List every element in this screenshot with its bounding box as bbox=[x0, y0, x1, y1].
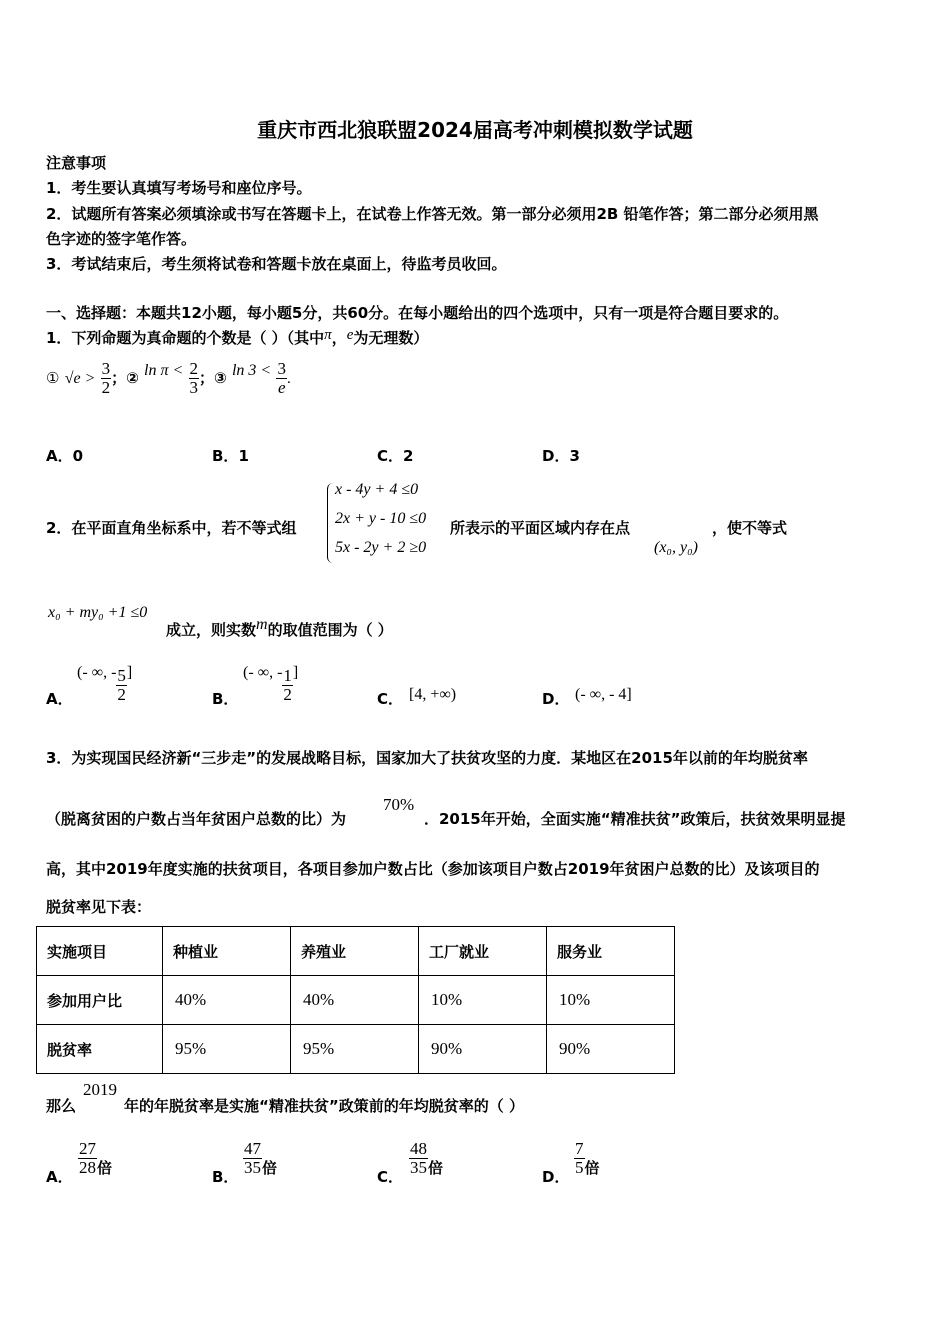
table-row bbox=[37, 976, 675, 1025]
inequality-3: 5x - 2y + 2 ≥0 bbox=[335, 539, 427, 556]
question-1-propositions bbox=[46, 360, 291, 397]
option-c[interactable]: C．2 bbox=[377, 447, 414, 465]
question-2-stem-d: 成立，则实数m的取值范围为（ ） bbox=[166, 616, 393, 639]
option-b[interactable]: B．1 bbox=[212, 447, 249, 465]
prop-2-expr: ln π < bbox=[144, 362, 184, 379]
separator: ；③ bbox=[199, 369, 227, 387]
question-3-line: 3．为实现国民经济新“三步走”的发展战略目标，国家加大了扶贫攻坚的力度．某地区在2015年以前的年均脱贫率 bbox=[46, 749, 808, 767]
option-b-value[interactable]: $\frac{47}{35}$ 倍 bbox=[244, 1139, 278, 1177]
notice-item: 1．考生要认真填写考场号和座位序号。 bbox=[46, 179, 312, 197]
table-cell: 95% bbox=[291, 1025, 419, 1074]
table-cell: 脱贫率 bbox=[37, 1025, 163, 1074]
table-header-cell: 养殖业 bbox=[291, 927, 419, 976]
option-b-label[interactable]: B． bbox=[212, 690, 239, 708]
option-a-label[interactable]: A． bbox=[46, 1168, 73, 1186]
period: . bbox=[286, 371, 291, 387]
table-cell: 10% bbox=[547, 976, 675, 1025]
table-header-row bbox=[37, 927, 675, 976]
option-a-label[interactable]: A． bbox=[46, 690, 73, 708]
table-cell: 95% bbox=[163, 1025, 291, 1074]
question-3-line: （脱离贫困的户数占当年贫困户总数的比）为 bbox=[46, 810, 347, 828]
year-value: 2019 bbox=[83, 1080, 117, 1099]
stem-text: 1．下列命题为真命题的个数是（ ）（其中 bbox=[46, 329, 325, 347]
option-d-label[interactable]: D． bbox=[542, 690, 570, 708]
question-3-line: 脱贫率见下表： bbox=[46, 898, 152, 916]
question-3-ask: 那么 bbox=[46, 1097, 77, 1115]
prop-1-expr: √e > bbox=[64, 370, 96, 387]
notice-item: 色字迹的签字笔作答。 bbox=[46, 230, 197, 248]
option-d-value[interactable]: $\frac{7}{5}$ 倍 bbox=[575, 1139, 600, 1177]
stem-text: 为无理数） bbox=[353, 329, 429, 347]
table-cell: 40% bbox=[163, 976, 291, 1025]
option-b-label[interactable]: B． bbox=[212, 1168, 239, 1186]
notice-heading: 注意事项 bbox=[46, 154, 107, 172]
option-d[interactable]: D．3 bbox=[542, 447, 580, 465]
question-2-stem-b: 所表示的平面区域内存在点 bbox=[450, 519, 631, 537]
table-cell: 参加用户比 bbox=[37, 976, 163, 1025]
prop-number: ① bbox=[46, 371, 60, 387]
question-3-line: 高，其中2019年度实施的扶贫项目，各项目参加户数占比（参加该项目户数占2019年贫困户总数的比）及该项目的 bbox=[46, 860, 820, 878]
table-cell: 90% bbox=[547, 1025, 675, 1074]
section-heading: 一、选择题：本题共12小题，每小题5分，共60分。在每小题给出的四个选项中，只有一项是符合题目要求的。 bbox=[46, 304, 789, 322]
fraction: $\frac{2}{3}$ bbox=[189, 359, 199, 397]
option-c-label[interactable]: C． bbox=[377, 1168, 404, 1186]
option-b-interval[interactable]: (- ∞, - $\frac{1}{2}$ ] bbox=[243, 664, 299, 704]
option-a-interval[interactable]: (- ∞, - $\frac{5}{2}$ ] bbox=[77, 664, 133, 704]
table-cell: 10% bbox=[419, 976, 547, 1025]
table-header-cell: 种植业 bbox=[163, 927, 291, 976]
notice-item: 2．试题所有答案必须填涂或书写在答题卡上，在试卷上作答无效。第一部分必须用2B 铅笔作答；第二部分必须用黑 bbox=[46, 205, 819, 223]
option-a[interactable]: A．0 bbox=[46, 447, 84, 465]
stem-text: ， bbox=[331, 329, 347, 347]
inequality-2: 2x + y - 10 ≤0 bbox=[335, 510, 427, 527]
question-3-line: ．2015年开始，全面实施“精准扶贫”政策后，扶贫效果明显提 bbox=[424, 810, 846, 828]
option-d-interval[interactable]: (- ∞, - 4] bbox=[575, 686, 632, 703]
page-title: 重庆市西北狼联盟2024届高考冲刺模拟数学试题 bbox=[257, 118, 693, 142]
table-cell: 90% bbox=[419, 1025, 547, 1074]
inequality-1: x - 4y + 4 ≤0 bbox=[335, 481, 419, 498]
fraction: $\frac{3}{2}$ bbox=[101, 359, 111, 397]
option-a-value[interactable]: $\frac{27}{28}$ 倍 bbox=[79, 1139, 113, 1177]
poverty-table bbox=[36, 926, 675, 1074]
e-symbol: e bbox=[346, 327, 354, 343]
separator: ；② bbox=[111, 369, 139, 387]
rate-value: 70% bbox=[383, 795, 415, 814]
question-2-stem-c: ，使不等式 bbox=[712, 519, 788, 537]
notice-item: 3．考试结束后，考生须将试卷和答题卡放在桌面上，待监考员收回。 bbox=[46, 255, 507, 273]
prop-3-expr: ln 3 < bbox=[231, 362, 272, 379]
fraction: $\frac{3}{e}$ bbox=[277, 359, 286, 397]
option-d-label[interactable]: D． bbox=[542, 1168, 570, 1186]
table-row bbox=[37, 1025, 675, 1074]
system-brace bbox=[327, 483, 334, 563]
table-header-cell: 服务业 bbox=[547, 927, 675, 976]
table-header-cell: 实施项目 bbox=[37, 927, 163, 976]
option-c-interval[interactable]: [4, +∞) bbox=[409, 686, 457, 703]
point-x0-y0: (x₀, y₀) bbox=[654, 539, 698, 556]
question-3-ask: 年的年脱贫率是实施“精准扶贫”政策前的年均脱贫率的（ ） bbox=[124, 1097, 524, 1115]
m-symbol: m bbox=[256, 616, 268, 633]
pi-symbol: π bbox=[324, 327, 332, 343]
table-cell: 40% bbox=[291, 976, 419, 1025]
option-c-value[interactable]: $\frac{48}{35}$ 倍 bbox=[410, 1139, 444, 1177]
option-c-label[interactable]: C． bbox=[377, 690, 404, 708]
question-1-stem bbox=[46, 327, 428, 348]
table-header-cell: 工厂就业 bbox=[419, 927, 547, 976]
condition-inequality: x₀ + my₀ +1 ≤0 bbox=[48, 604, 148, 621]
question-2-stem-a: 2．在平面直角坐标系中，若不等式组 bbox=[46, 519, 297, 537]
